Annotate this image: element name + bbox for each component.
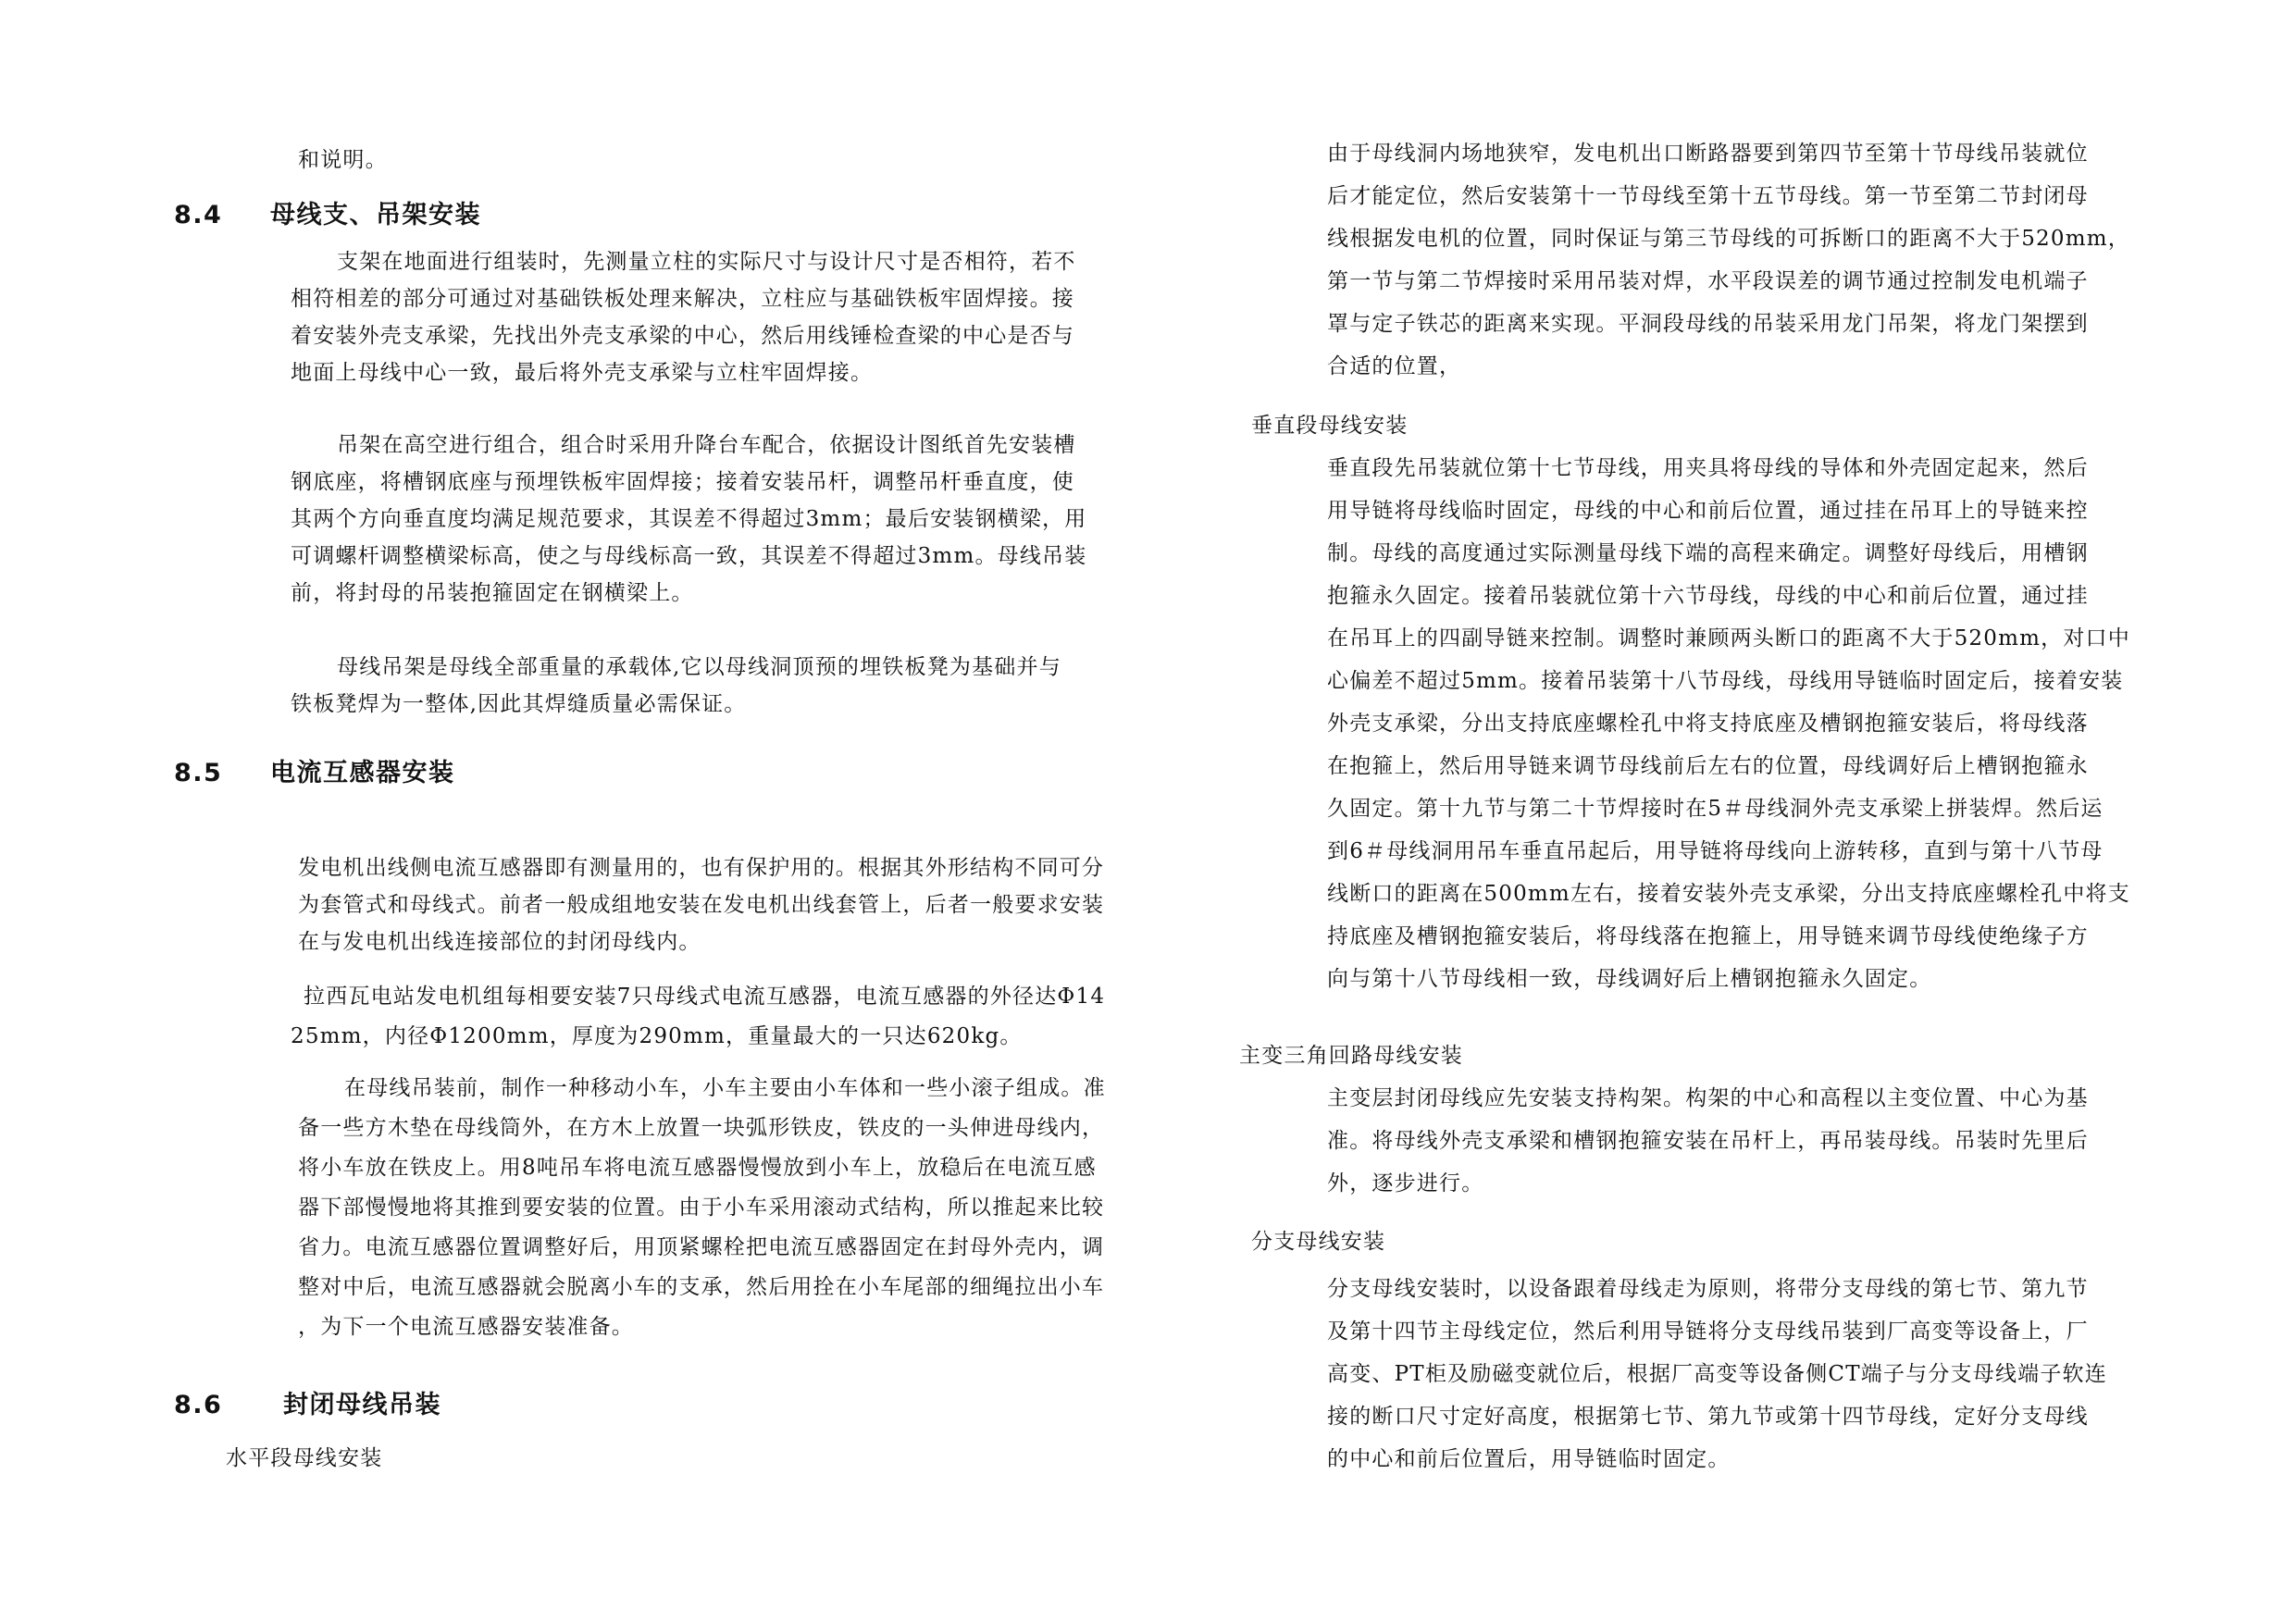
text-line: 在吊耳上的四副导链来控制。调整时兼顾两头断口的距离不大于520mm，对口中 [1327, 626, 2130, 650]
text-line: 吊架在高空进行组合，组合时采用升降台车配合，依据设计图纸首先安装槽 [337, 433, 1076, 457]
text-line: 在与发电机出线连接部位的封闭母线内。 [298, 930, 701, 954]
text-line: 线根据发电机的位置，同时保证与第三节母线的可拆断口的距离不大于520mm， [1327, 227, 2130, 251]
subheading-branch: 分支母线安装 [1251, 1230, 1386, 1254]
text-line: 可调螺杆调整横梁标高，使之与母线标高一致，其误差不得超过3mm。母线吊装 [291, 544, 1087, 568]
text-line: 制。母线的高度通过实际测量母线下端的高程来确定。调整好母线后，用槽钢 [1327, 541, 2089, 565]
text-line: 钢底座，将槽钢底座与预埋铁板牢固焊接；接着安装吊杆，调整吊杆垂直度，使 [291, 470, 1074, 494]
text-line: 向与第十八节母线相一致，母线调好后上槽钢抱箍永久固定。 [1327, 967, 1932, 991]
text-line: ，为下一个电流互感器安装准备。 [298, 1315, 634, 1339]
text-line: 铁板凳焊为一整体,因此其焊缝质量必需保证。 [291, 692, 747, 716]
text-line: 接的断口尺寸定好高度，根据第七节、第九节或第十四节母线，定好分支母线 [1327, 1405, 2089, 1429]
section-number: 8.5 [174, 759, 223, 787]
text-line: 由于母线洞内场地狭窄，发电机出口断路器要到第四节至第十节母线吊装就位 [1327, 142, 2089, 166]
text-line: 整对中后，电流互感器就会脱离小车的支承，然后用拴在小车尾部的细绳拉出小车 [298, 1275, 1105, 1299]
text-line: 心偏差不超过5mm。接着吊装第十八节母线，母线用导链临时固定后，接着安装 [1327, 669, 2124, 693]
text-line: 在母线吊装前，制作一种移动小车，小车主要由小车体和一些小滚子组成。准 [344, 1076, 1106, 1100]
text-line: 准。将母线外壳支承梁和槽钢抱箍安装在吊杆上，再吊装母线。吊装时先里后 [1327, 1129, 2089, 1153]
text-line: 在抱箍上，然后用导链来调节母线前后左右的位置，母线调好后上槽钢抱箍永 [1327, 754, 2089, 778]
text-line: 拉西瓦电站发电机组每相要安装7只母线式电流互感器，电流互感器的外径达Φ14 [304, 985, 1106, 1009]
text-line: 发电机出线侧电流互感器即有测量用的，也有保护用的。根据其外形结构不同可分 [298, 856, 1105, 880]
section-number: 8.6 [174, 1391, 223, 1419]
section-title: 电流互感器安装 [270, 759, 455, 787]
text-line: 主变层封闭母线应先安装支持构架。构架的中心和高程以主变位置、中心为基 [1327, 1086, 2089, 1110]
text-line: 其两个方向垂直度均满足规范要求，其误差不得超过3mm；最后安装钢横梁，用 [291, 507, 1087, 531]
text-line: 支架在地面进行组装时，先测量立柱的实际尺寸与设计尺寸是否相符，若不 [337, 250, 1076, 274]
text-line: 垂直段先吊装就位第十七节母线，用夹具将母线的导体和外壳固定起来，然后 [1327, 456, 2089, 480]
text-line: 抱箍永久固定。接着吊装就位第十六节母线，母线的中心和前后位置，通过挂 [1327, 584, 2089, 608]
text-line: 持底座及槽钢抱箍安装后，将母线落在抱箍上，用导链来调节母线使绝缘子方 [1327, 924, 2089, 948]
subheading-vertical: 垂直段母线安装 [1251, 414, 1409, 438]
text-line: 外，逐步进行。 [1327, 1171, 1484, 1196]
text-line: 地面上母线中心一致，最后将外壳支承梁与立柱牢固焊接。 [291, 361, 874, 385]
text-line: 高变、PT柜及励磁变就位后，根据厂高变等设备侧CT端子与分支母线端子软连 [1327, 1362, 2107, 1386]
text-line: 合适的位置， [1327, 354, 1462, 378]
text-line: 备一些方木垫在母线筒外，在方木上放置一块弧形铁皮，铁皮的一头伸进母线内， [298, 1116, 1105, 1140]
text-line: 后才能定位，然后安装第十一节母线至第十五节母线。第一节至第二节封闭母 [1327, 184, 2089, 208]
text-line: 到6＃母线洞用吊车垂直吊起后，用导链将母线向上游转移，直到与第十八节母 [1327, 839, 2104, 863]
text-line: 罩与定子铁芯的距离来实现。平洞段母线的吊装采用龙门吊架，将龙门架摆到 [1327, 312, 2089, 336]
text-line: 及第十四节主母线定位，然后利用导链将分支母线吊装到厂高变等设备上，厂 [1327, 1319, 2089, 1344]
text-line: 外壳支承梁，分出支持底座螺栓孔中将支持底座及槽钢抱箍安装后，将母线落 [1327, 712, 2089, 736]
text-line: 着安装外壳支承梁，先找出外壳支承梁的中心，然后用线锤检查梁的中心是否与 [291, 324, 1074, 348]
subheading-horizontal: 水平段母线安装 [226, 1446, 383, 1470]
text-line: 分支母线安装时，以设备跟着母线走为原则，将带分支母线的第七节、第九节 [1327, 1277, 2089, 1301]
text-line: 线断口的距离在500mm左右，接着安装外壳支承梁，分出支持底座螺栓孔中将支 [1327, 882, 2130, 906]
text-line: 母线吊架是母线全部重量的承载体,它以母线洞顶预的埋铁板凳为基础并与 [337, 655, 1061, 679]
text-line: 将小车放在铁皮上。用8吨吊车将电流互感器慢慢放到小车上，放稳后在电流互感 [298, 1156, 1097, 1180]
subheading-triangle-loop: 主变三角回路母线安装 [1239, 1044, 1463, 1068]
section-title: 母线支、吊架安装 [270, 201, 481, 229]
text-line: 第一节与第二节焊接时采用吊装对焊，水平段误差的调节通过控制发电机端子 [1327, 269, 2089, 293]
text-line: 器下部慢慢地将其推到要安装的位置。由于小车采用滚动式结构，所以推起来比较 [298, 1196, 1105, 1220]
section-number: 8.4 [174, 201, 223, 229]
text-line: 为套管式和母线式。前者一般成组地安装在发电机出线套管上，后者一般要求安装 [298, 893, 1105, 917]
section-title: 封闭母线吊装 [283, 1391, 441, 1419]
text-line: 的中心和前后位置后，用导链临时固定。 [1327, 1447, 1731, 1471]
lead-line: 和说明。 [298, 148, 388, 172]
text-line: 25mm，内径Φ1200mm，厚度为290mm，重量最大的一只达620kg。 [291, 1024, 1023, 1048]
text-line: 久固定。第十九节与第二十节焊接时在5＃母线洞外壳支承梁上拼装焊。然后运 [1327, 797, 2104, 821]
text-line: 省力。电流互感器位置调整好后，用顶紧螺栓把电流互感器固定在封母外壳内，调 [298, 1235, 1105, 1259]
text-line: 相符相差的部分可通过对基础铁板处理来解决，立柱应与基础铁板牢固焊接。接 [291, 287, 1074, 311]
text-line: 前，将封母的吊装抱箍固定在钢横梁上。 [291, 581, 694, 605]
text-line: 用导链将母线临时固定，母线的中心和前后位置，通过挂在吊耳上的导链来控 [1327, 499, 2089, 523]
